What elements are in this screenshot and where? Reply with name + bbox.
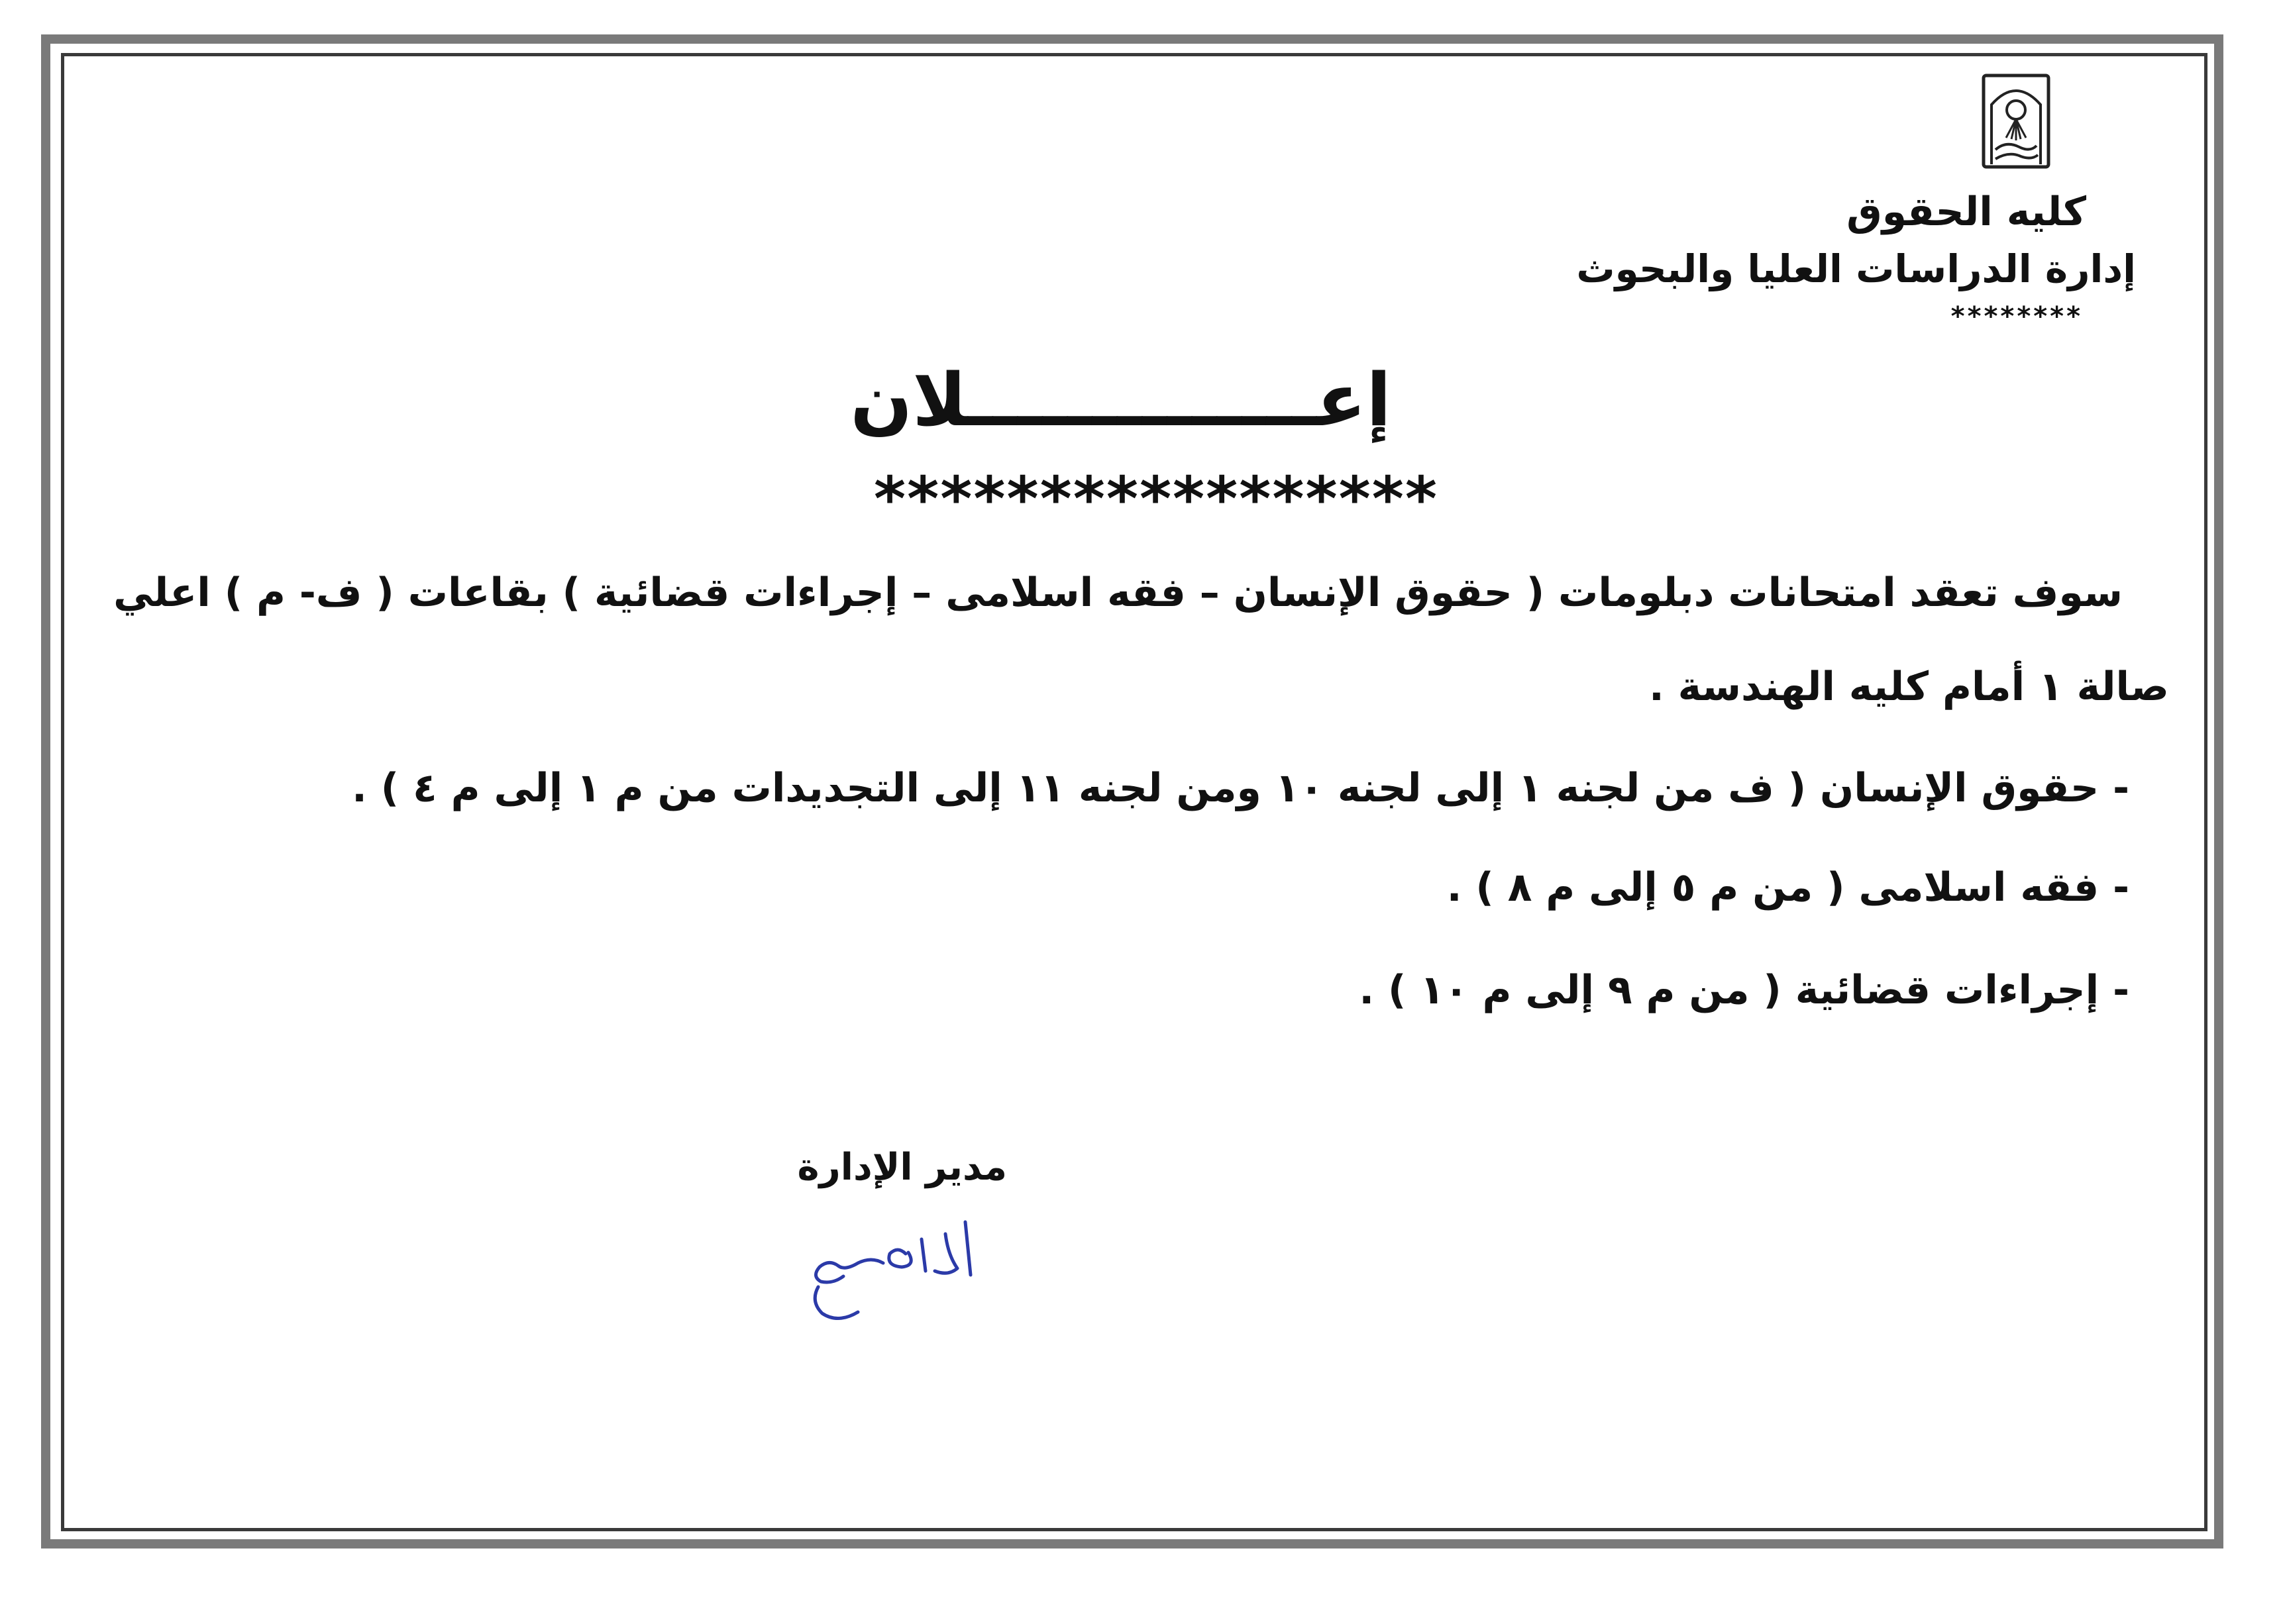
body-line-4: - فقه اسلامى ( من م ٥ إلى م ٨ ) .: [1446, 864, 2129, 911]
announcement-title: إعــــــــــــــلان: [850, 358, 1391, 442]
title-stars: *****************: [874, 464, 1438, 534]
body-line-2: صالة ١ أمام كليه الهندسة .: [1648, 664, 2169, 710]
department-name: إدارة الدراسات العليا والبحوث: [1576, 246, 2136, 291]
body-line-1: سوف تعقد امتحانات دبلومات ( حقوق الإنسان – فقه اسلامى – إجراءات قضائية ) بقاعات ( ف- م ) اعلي: [113, 570, 2123, 616]
university-logo: [1980, 72, 2052, 171]
handwritten-signature: [792, 1202, 990, 1335]
body-line-3: - حقوق الإنسان ( ف من لجنه ١ إلى لجنه ١٠ ومن لجنه ١١ إلى التجديدات من م ١ إلى م ٤ ) .: [352, 765, 2129, 811]
body-line-5: - إجراءات قضائية ( من م ٩ إلى م ١٠ ) .: [1359, 967, 2129, 1013]
faculty-name: كليه الحقوق: [1846, 189, 2086, 235]
header-stars: ********: [1950, 301, 2083, 332]
signature-title: مدير الإدارة: [797, 1146, 1007, 1189]
